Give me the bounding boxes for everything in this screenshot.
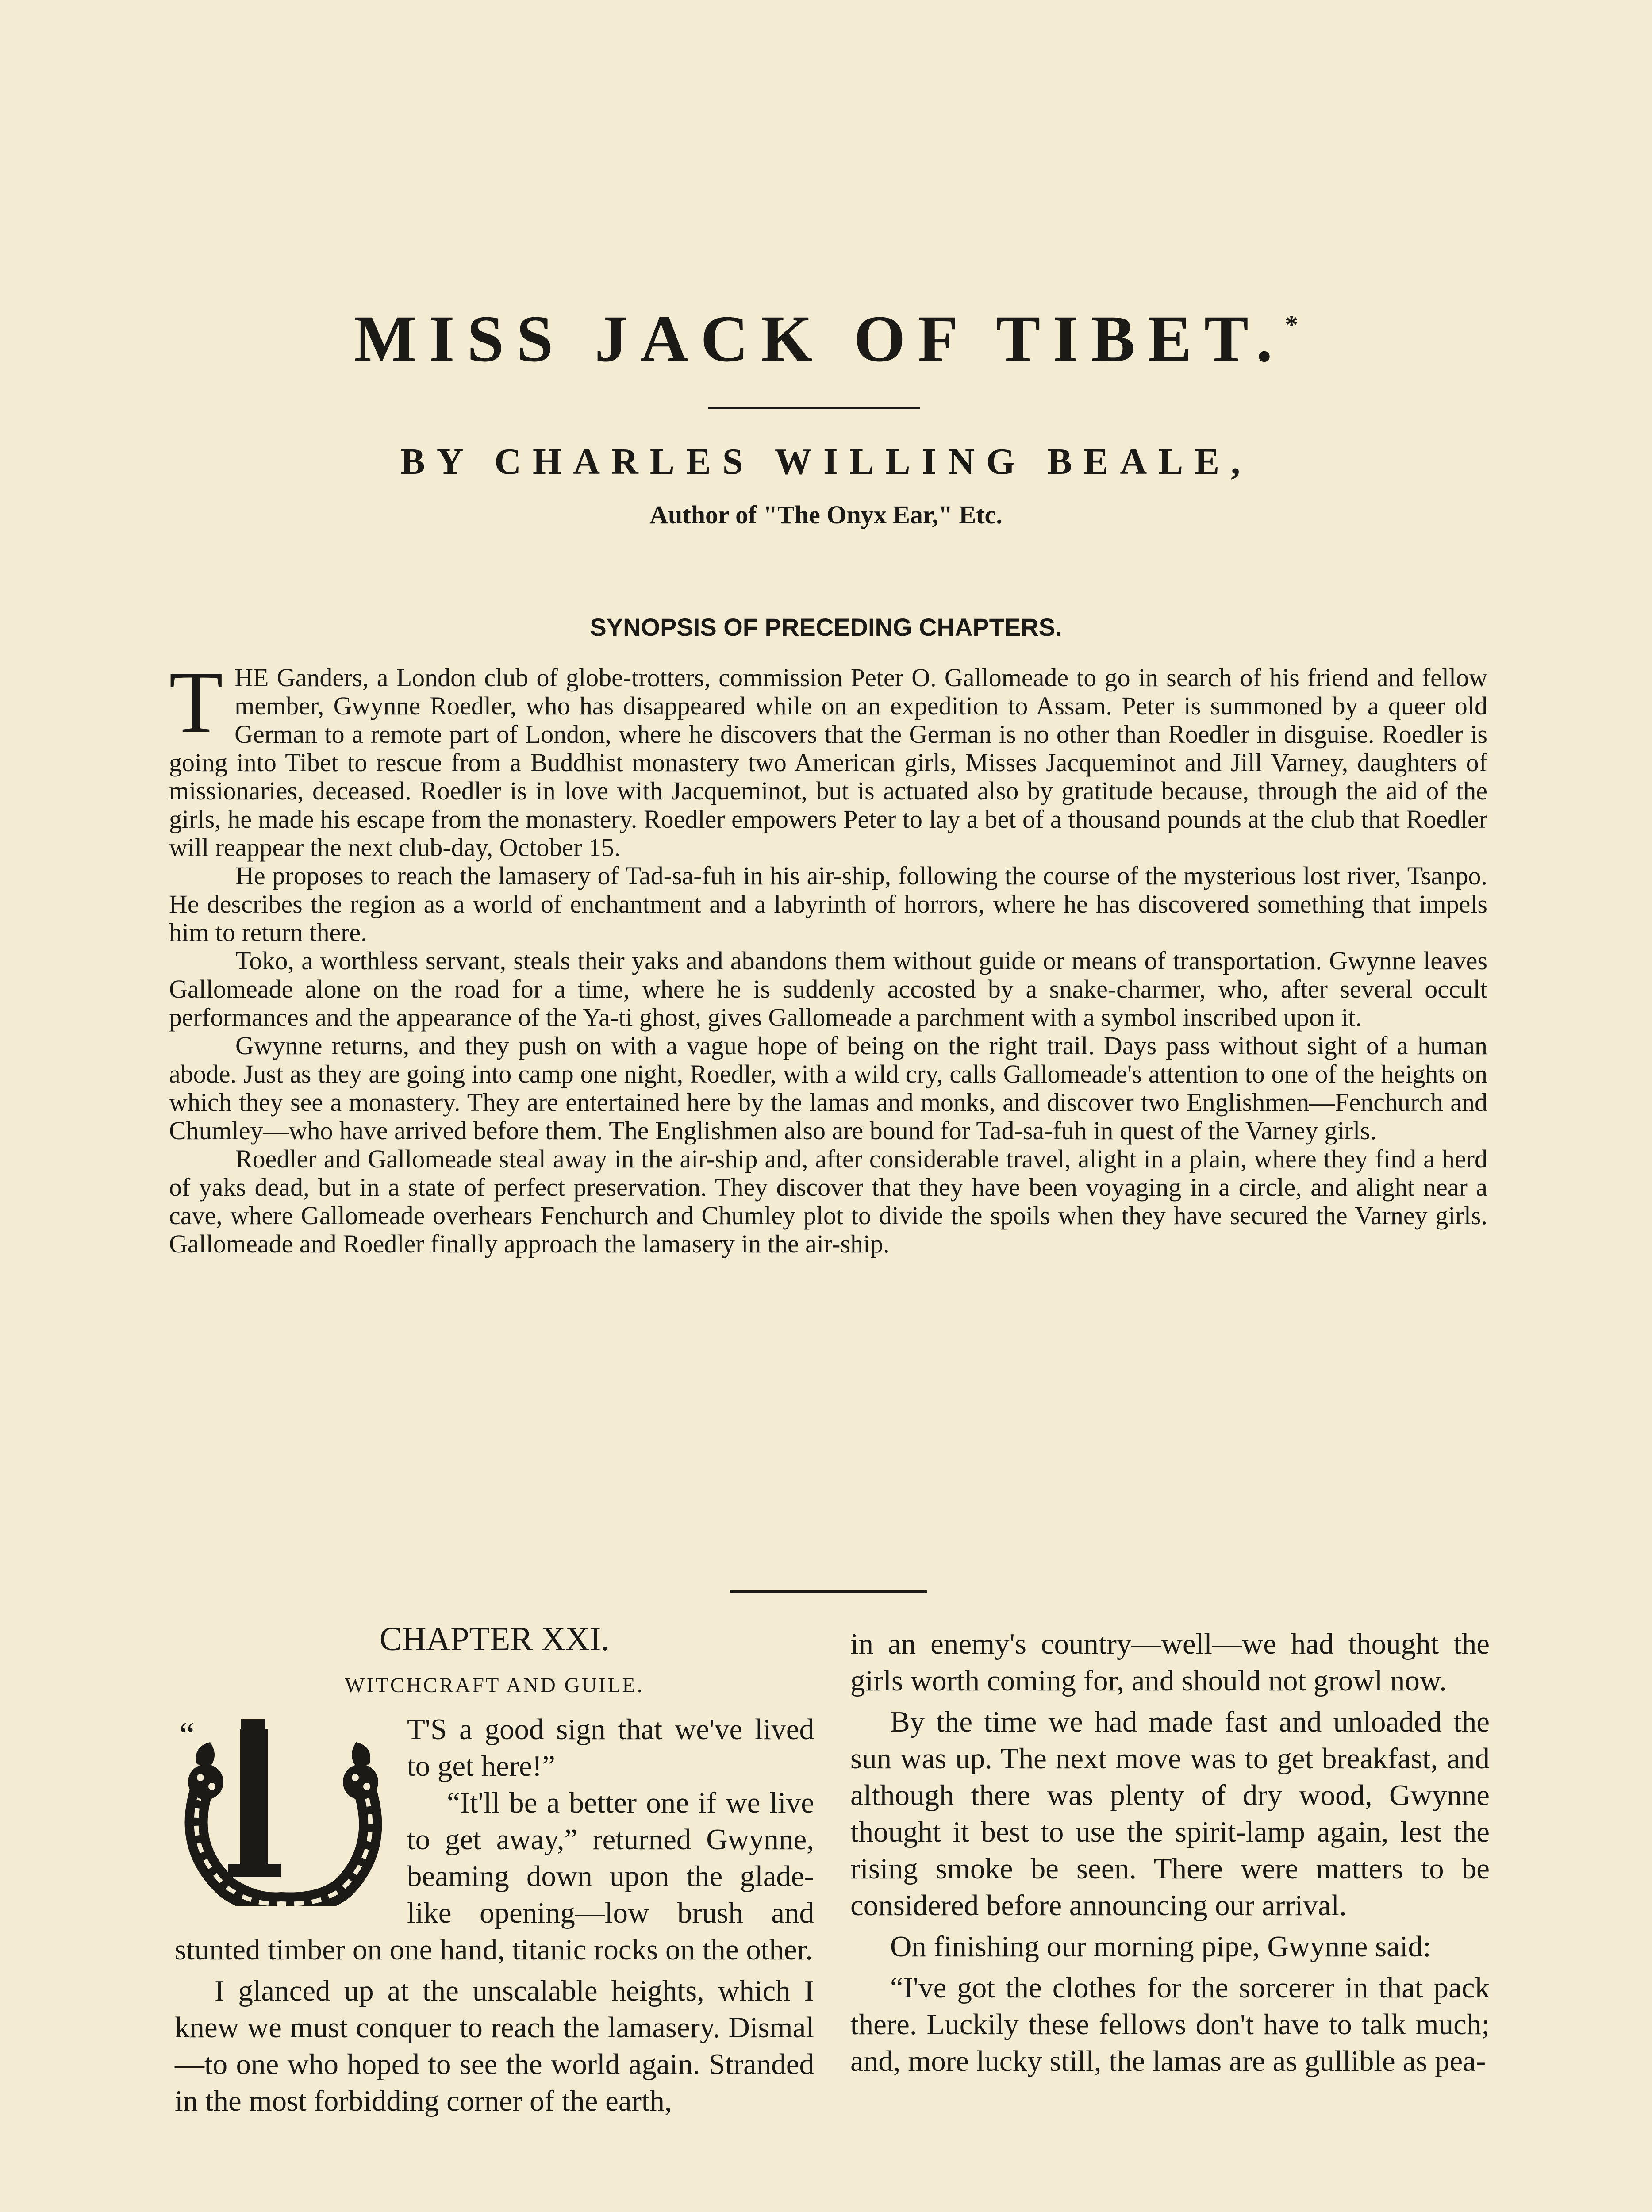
synopsis-paragraph — [169, 653, 1487, 862]
right-column — [850, 1626, 1490, 2080]
synopsis-paragraph: Roedler and Gallomeade steal away in the air-ship and, after considerable travel, alight in a plain, where they find a herd of yaks dead, but in a state of perfect preservation. They discover that they have been voyaging in a circle, and alight near a cave, where Gallomeade overhears Fenchurch and Chumley plot to divide the spoils when they have secured the Varney girls. Gallomeade and Roedler finally approach the lamasery in the air-ship. — [169, 1144, 1487, 1258]
synopsis-heading: SYNOPSIS OF PRECEDING CHAPTERS. — [590, 613, 1062, 641]
title-divider — [708, 407, 920, 409]
synopsis-paragraph: Gwynne returns, and they push on with a vague hope of being on the right trail. Days pass without sight of a human abode. Just as they are going into camp one night, Roedler, with a wild cry, calls Gallomeade's attention to one of the heights on which they see a monastery. They are entertained here by the lamas and monks, and discover two Englishmen—Fenchurch and Chumley—who have arrived before them. The Englishmen also are bound for Tad-sa-fuh in quest of the Varney girls. — [169, 1031, 1487, 1145]
byline: BY CHARLES WILLING BEALE, — [400, 441, 1252, 482]
chapter-paragraph: By the time we had made fast and unloaded the sun was up. The next move was to get breakfast, and although there was plenty of dry wood, Gwynne thought it best to use the spirit-lamp again, lest the rising smoke be seen. There were matters to be considered before announcing our arrival. — [850, 1705, 1490, 1922]
opening-quote: “ — [179, 1716, 195, 1755]
chapter-paragraph: “It'll be a better one if we live to get away,” returned Gwynne, beaming down upon the glade-like opening—low brush and stunted timber on one hand, titanic rocks on the other. — [175, 1786, 814, 1966]
synopsis-divider — [730, 1590, 927, 1593]
chapter-paragraph: “I've got the clothes for the sorcerer in that pack there. Luckily these fellows don't have to talk much; and, more lucky still, the lamas are as gullible as pea- — [850, 1971, 1490, 2078]
chapter-heading: CHAPTER XXI. — [379, 1621, 610, 1658]
story-title-text: MISS JACK OF TIBET. — [353, 302, 1285, 376]
chapter-subtitle: WITCHCRAFT AND GUILE. — [345, 1674, 644, 1697]
chapter-first-line: T'S a good sign that we've lived to get here!” — [407, 1713, 814, 1782]
title-footnote-mark: * — [1285, 310, 1299, 339]
synopsis-paragraph-text: HE Ganders, a London club of globe-trotters, commission Peter O. Gallomeade to go in search of his friend and fellow member, Gwynne Roedler, who has disappeared while on an expedition to Assam. Peter is summoned by a queer old German to a remote part of London, where he discovers that the German is no other than Roedler in disguise. Roedler is going into Tibet to rescue from a Buddhist monastery two American girls, Misses Jacqueminot and Jill Varney, daughters of missionaries, deceased. Roedler is in love with Jacqueminot, but is actuated also by gratitude because, through the aid of the girls, he made his escape from the monastery. Roedler empowers Peter to lay a bet of a thousand pounds at the club that Roedler will reappear the next club-day, October 15. — [169, 663, 1487, 862]
story-title — [0, 301, 1652, 377]
author-note: Author of "The Onyx Ear," Etc. — [649, 500, 1003, 529]
synopsis-paragraph: He proposes to reach the lamasery of Tad-sa-fuh in his air-ship, following the course of the mysterious lost river, Tsanpo. He describes the region as a world of enchantment and a labyrinth of horrors, where he has discovered something that impels him to return there. — [169, 861, 1487, 947]
synopsis-body — [169, 653, 1487, 1258]
synopsis-dropcap: T — [169, 653, 223, 751]
chapter-paragraph: I glanced up at the unscalable heights, which I knew we must conquer to reach the lamasery. Dismal—to one who hoped to see the world again. Stranded in the most forbidding corner of the earth, — [175, 1974, 814, 2117]
left-column — [175, 1619, 814, 2120]
chapter-paragraph: On finishing our morning pipe, Gwynne said: — [890, 1930, 1431, 1963]
synopsis-paragraph: Toko, a worthless servant, steals their yaks and abandons them without guide or means of transportation. Gwynne leaves Gallomeade alone on the road for a time, where he is suddenly accosted by a snake-charmer, who, after several occult performances and the appearance of the Ya-ti ghost, gives Gallomeade a parchment with a symbol inscribed upon it. — [169, 946, 1487, 1032]
chapter-paragraph: in an enemy's country—well—we had thought the girls worth coming for, and should not growl now. — [850, 1628, 1490, 1697]
ornamental-initial-i — [175, 1716, 396, 1906]
ornamental-initial-icon — [175, 1716, 396, 1906]
